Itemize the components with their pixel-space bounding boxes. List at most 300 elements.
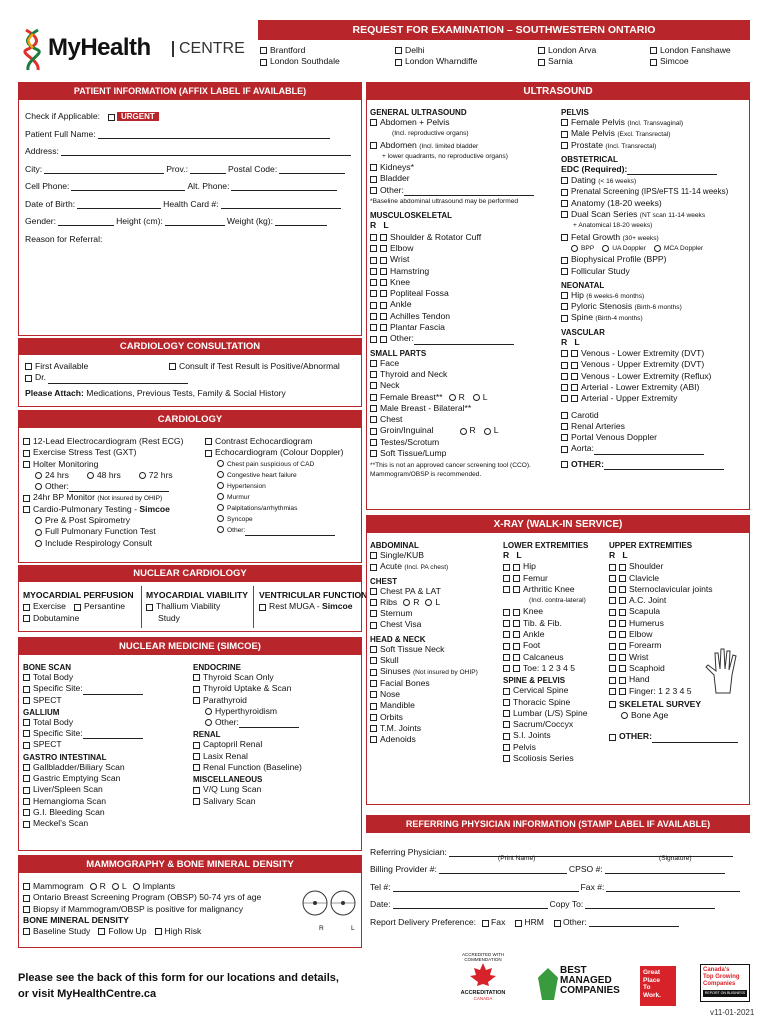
location-checkbox[interactable] — [395, 47, 402, 54]
lower-ext-item: Knee — [503, 606, 588, 617]
msk-item: Knee — [370, 277, 562, 288]
obst-checkbox[interactable] — [561, 200, 568, 207]
r-checkbox[interactable] — [561, 373, 568, 380]
us-other-checkbox[interactable] — [370, 187, 377, 194]
bp-monitor-checkbox[interactable] — [23, 495, 30, 502]
gallium-total-checkbox[interactable] — [23, 719, 30, 726]
echo-checkbox[interactable] — [205, 450, 212, 457]
cpso-field[interactable] — [605, 865, 725, 874]
r-checkbox[interactable] — [370, 290, 377, 297]
vascular-item: Venous - Upper Extremity (DVT) — [561, 359, 749, 370]
renal-checkbox[interactable] — [193, 742, 200, 749]
l-checkbox[interactable] — [513, 575, 520, 582]
lower-ext-item: Arthritic Knee — [503, 584, 588, 595]
obst-checkbox[interactable] — [561, 234, 568, 241]
l-checkbox[interactable] — [513, 620, 520, 627]
pelvis-checkbox[interactable] — [561, 131, 568, 138]
vasc-checkbox[interactable] — [561, 446, 568, 453]
xr-checkbox[interactable] — [370, 657, 377, 664]
accreditation-logo: ACCREDITED WITH COMMENDATION ACCREDITATION CANADA — [460, 952, 506, 1001]
l-checkbox[interactable] — [619, 665, 626, 672]
gastro-checkbox[interactable] — [23, 775, 30, 782]
r-checkbox[interactable] — [609, 665, 616, 672]
patient-info-header: PATIENT INFORMATION (AFFIX LABEL IF AVAILABLE) — [18, 82, 362, 100]
bone-age-radio[interactable] — [621, 712, 628, 719]
vasc-checkbox[interactable] — [561, 412, 568, 419]
xr-checkbox[interactable] — [503, 744, 510, 751]
consult-positive-checkbox[interactable] — [169, 363, 176, 370]
city-field[interactable] — [44, 165, 164, 174]
obsp-checkbox[interactable] — [23, 895, 30, 902]
l-checkbox[interactable] — [619, 677, 626, 684]
l-checkbox[interactable] — [571, 384, 578, 391]
l-checkbox[interactable] — [619, 575, 626, 582]
vascular-list — [561, 348, 749, 404]
misc-checkbox[interactable] — [193, 787, 200, 794]
echo-reason-radio[interactable] — [217, 493, 224, 500]
fax-field[interactable] — [606, 883, 740, 892]
bmd-highrisk-checkbox[interactable] — [155, 928, 162, 935]
misc-checkbox[interactable] — [193, 798, 200, 805]
ribs-r-radio[interactable] — [403, 599, 410, 606]
us-abdomen-checkbox[interactable] — [370, 142, 377, 149]
l-checkbox[interactable] — [619, 688, 626, 695]
r-checkbox[interactable] — [561, 362, 568, 369]
holter-48-radio[interactable] — [87, 472, 94, 479]
holter-72-radio[interactable] — [139, 472, 146, 479]
best-managed-logo: BEST MANAGED COMPANIES — [538, 966, 620, 1006]
r-checkbox[interactable] — [503, 609, 510, 616]
r-checkbox[interactable] — [370, 245, 377, 252]
muga-checkbox[interactable] — [259, 604, 266, 611]
r-checkbox[interactable] — [370, 268, 377, 275]
bmd-followup-checkbox[interactable] — [98, 928, 105, 935]
obst-checkbox[interactable] — [561, 257, 568, 264]
ultrasound-header: ULTRASOUND — [366, 82, 750, 100]
obst-checkbox[interactable] — [561, 189, 568, 196]
vascular-item: Venous - Lower Extremity (DVT) — [561, 348, 749, 359]
echo-reason-radio[interactable] — [217, 460, 224, 467]
gallium-site-field[interactable] — [83, 730, 143, 739]
vascular-item: Venous - Lower Extremity (Reflux) — [561, 371, 749, 382]
mammo-header: MAMMOGRAPHY & BONE MINERAL DENSITY — [18, 855, 362, 873]
location-checkbox[interactable] — [538, 59, 545, 66]
gender-field[interactable] — [58, 217, 114, 226]
lower-ext-item: Ankle — [503, 629, 588, 640]
xr-checkbox[interactable] — [503, 733, 510, 740]
bone-spect-checkbox[interactable] — [23, 697, 30, 704]
us-bladder-checkbox[interactable] — [370, 176, 377, 183]
xr-checkbox[interactable] — [503, 710, 510, 717]
r-checkbox[interactable] — [609, 631, 616, 638]
location-checkbox[interactable] — [538, 47, 545, 54]
xr-checkbox[interactable] — [370, 703, 377, 710]
upper-ext-item: Humerus — [609, 618, 738, 629]
upper-ext-item: A.C. Joint — [609, 595, 738, 606]
thallium-checkbox[interactable] — [146, 604, 153, 611]
r-checkbox[interactable] — [561, 384, 568, 391]
l-checkbox[interactable] — [380, 245, 387, 252]
tel-field[interactable] — [393, 883, 579, 892]
gastro-checkbox[interactable] — [23, 821, 30, 828]
cardio-consult-box: First Available Consult if Test Result is Positive/Abnormal Dr. Please Attach: Medications, Previous Tests, Family & Social History — [18, 355, 362, 407]
r-checkbox[interactable] — [503, 654, 510, 661]
holter-other-radio[interactable] — [35, 483, 42, 490]
l-checkbox[interactable] — [619, 597, 626, 604]
l-checkbox[interactable] — [513, 564, 520, 571]
alt-phone-field[interactable] — [231, 182, 337, 191]
sp-checkbox[interactable] — [370, 428, 377, 435]
gxt-checkbox[interactable] — [23, 450, 30, 457]
xray-box: ABDOMINAL Single/KUB Acute (Incl. PA chest) CHEST Chest PA & LAT Ribs R L Sternum Chest Visa HEAD & NECK Soft Tissue Neck Skull Sinuses (Not insured by OHIP) Facial Bones Nose Mandible Orbits T.M. Joints Adenoids LOWER EXTREMITIES R L Hip Femur Arthritic Knee (Incl. contra-lateral) Knee Tib. & Fib. Ankle Foot Calcaneus Toe: 1 2 3 4 5 SPINE & PELVIS Cervical Spine Thoracic Spine Lumbar (L/S) Spine Sacrum/Coccyx S.I. Joints Pelvis Scoliosis Series UPPER EXTREMITIES R L Shoulder Clavicle Sternoclavicular joints A.C. Joint Scapula Humerus Elbow Forearm Wrist Scaphoid Hand Finger: 1 2 3 4 5 SKELETAL SURVEY Bone Age OTHER: — [366, 533, 750, 805]
sp-checkbox[interactable] — [370, 382, 377, 389]
xr-checkbox[interactable] — [370, 564, 377, 571]
upper-ext-item: Wrist — [609, 652, 738, 663]
bone-total-checkbox[interactable] — [23, 674, 30, 681]
ua-doppler-radio[interactable] — [602, 245, 609, 252]
gallium-spect-checkbox[interactable] — [23, 742, 30, 749]
groin-l-radio[interactable] — [484, 428, 491, 435]
vasc-checkbox[interactable] — [561, 423, 568, 430]
r-checkbox[interactable] — [503, 631, 510, 638]
r-checkbox[interactable] — [370, 234, 377, 241]
copy-to-field[interactable] — [585, 900, 715, 909]
l-checkbox[interactable] — [619, 586, 626, 593]
upper-ext-item: Finger: 1 2 3 4 5 — [609, 686, 738, 697]
us-other2-field[interactable] — [604, 461, 724, 470]
weight-field[interactable] — [275, 217, 327, 226]
echo-reason-radio[interactable] — [217, 504, 224, 511]
date-field[interactable] — [393, 900, 548, 909]
dr-checkbox[interactable] — [25, 375, 32, 382]
aorta-field[interactable] — [594, 446, 704, 455]
us-abdo-pelvis-checkbox[interactable] — [370, 119, 377, 126]
holter-24-radio[interactable] — [35, 472, 42, 479]
xr-checkbox[interactable] — [503, 721, 510, 728]
xr-checkbox[interactable] — [503, 755, 510, 762]
us-other2-checkbox[interactable] — [561, 461, 568, 468]
xr-checkbox[interactable] — [370, 736, 377, 743]
r-checkbox[interactable] — [370, 302, 377, 309]
msk-item: Wrist — [370, 254, 562, 265]
r-checkbox[interactable] — [503, 665, 510, 672]
pref-fax-checkbox[interactable] — [482, 920, 489, 927]
xr-checkbox[interactable] — [503, 688, 510, 695]
l-checkbox[interactable] — [571, 395, 578, 402]
referring-header: REFERRING PHYSICIAN INFORMATION (STAMP LABEL IF AVAILABLE) — [366, 815, 750, 833]
r-checkbox[interactable] — [503, 575, 510, 582]
bmd-baseline-checkbox[interactable] — [23, 928, 30, 935]
implants-radio[interactable] — [133, 883, 140, 890]
brand-name: MyHealth — [48, 34, 151, 61]
edc-field[interactable] — [627, 166, 717, 175]
dna-logo-icon — [22, 28, 44, 72]
msk-item: Plantar Fascia — [370, 322, 562, 333]
renal-checkbox[interactable] — [193, 753, 200, 760]
l-checkbox[interactable] — [619, 643, 626, 650]
groin-r-radio[interactable] — [460, 428, 467, 435]
prov-field[interactable] — [190, 165, 226, 174]
hyperthyroid-radio[interactable] — [205, 708, 212, 715]
xr-checkbox[interactable] — [370, 622, 377, 629]
xr-checkbox[interactable] — [370, 714, 377, 721]
obst-checkbox[interactable] — [561, 177, 568, 184]
l-checkbox[interactable] — [513, 586, 520, 593]
full-name-field[interactable] — [98, 130, 330, 139]
r-checkbox[interactable] — [503, 620, 510, 627]
sp-checkbox[interactable] — [370, 416, 377, 423]
r-checkbox[interactable] — [370, 324, 377, 331]
respirology-radio[interactable] — [35, 540, 42, 547]
msk-item: Other: — [370, 333, 562, 344]
mca-doppler-radio[interactable] — [654, 245, 661, 252]
l-checkbox[interactable] — [619, 564, 626, 571]
echo-reason-radio[interactable] — [217, 515, 224, 522]
r-checkbox[interactable] — [370, 279, 377, 286]
pref-other-field[interactable] — [589, 918, 679, 927]
xr-checkbox[interactable] — [370, 610, 377, 617]
breast-l-radio[interactable] — [473, 394, 480, 401]
r-checkbox[interactable] — [561, 350, 568, 357]
r-checkbox[interactable] — [561, 395, 568, 402]
sp-checkbox[interactable] — [370, 450, 377, 457]
xr-checkbox[interactable] — [370, 552, 377, 559]
neo-checkbox[interactable] — [561, 315, 568, 322]
endo-checkbox[interactable] — [193, 674, 200, 681]
l-checkbox[interactable] — [513, 665, 520, 672]
pft-radio[interactable] — [35, 529, 42, 536]
vasc-checkbox[interactable] — [561, 434, 568, 441]
billing-field[interactable] — [439, 865, 567, 874]
l-checkbox[interactable] — [380, 302, 387, 309]
xr-checkbox[interactable] — [370, 669, 377, 676]
l-checkbox[interactable] — [380, 234, 387, 241]
skeletal-checkbox[interactable] — [609, 701, 616, 708]
r-checkbox[interactable] — [370, 336, 377, 343]
holter-checkbox[interactable] — [23, 461, 30, 468]
lower-ext-item: Tib. & Fib. — [503, 618, 588, 629]
address-field[interactable] — [61, 147, 351, 156]
l-checkbox[interactable] — [619, 620, 626, 627]
r-checkbox[interactable] — [370, 257, 377, 264]
xr-checkbox[interactable] — [370, 646, 377, 653]
msk-item: Shoulder & Rotator Cuff — [370, 232, 562, 243]
dob-field[interactable] — [77, 200, 161, 209]
r-checkbox[interactable] — [609, 586, 616, 593]
echo-reason-radio[interactable] — [217, 526, 224, 533]
pelvis-checkbox[interactable] — [561, 142, 568, 149]
urgent-checkbox[interactable] — [108, 114, 115, 121]
ecg-checkbox[interactable] — [23, 438, 30, 445]
gastro-checkbox[interactable] — [23, 809, 30, 816]
form-title: REQUEST FOR EXAMINATION – SOUTHWESTERN ONTARIO — [258, 20, 750, 40]
ultrasound-box: GENERAL ULTRASOUND Abdomen + Pelvis (Incl. reproductive organs) Abdomen (Incl. limited bladder + lower quadrants, no reproductive organs) Kidneys* Bladder Other: *Baseline abdominal ultrasound may be performed MUSCULOSKELETAL R L Shoulder & Rotator Cuff Elbow Wrist Hamstring Knee Popliteal Fossa Ankle Achilles Tendon Plantar Fascia Other: SMALL PARTS Face Thyroid and Neck Neck Female Breast** R L Male Breast - Bilateral** Chest Groin/Inguinal R L Testes/Scrotum Soft Tissue/Lump **This is not an approved cancer screening tool (CCO). Mammogram/OBSP is recommended. PELVIS Female Pelvis (Incl. Transvaginal) Male Pelvis (Excl. Transrectal) Prostate (Incl. Transrectal) OBSTETRICAL EDC (Required): Dating (< 16 weeks) Prenatal Screening (IPS/eFTS 11-14 weeks) Anatomy (18-20 weeks) Dual Scan Series (NT scan 11-14 weeks + Anatomical 18-20 weeks) Fetal Growth (30+ weeks) BPP UA Doppler MCA Doppler Biophysical Profile (BPP) Follicular Study NEONATAL Hip (6 weeks-6 months) Pyloric Stenosis (Birth-6 months) Spine (Birth-4 months) VASCULAR R L Venous - Lower Extremity (DVT) Venous - Upper Extremity (DVT) Venous - Lower Extremity (Reflux) Arterial - Lower Extremity (ABI) Arterial - Upper Extremity Carotid Renal Arteries Portal Venous Doppler Aorta: OTHER: — [366, 100, 750, 510]
endo-checkbox[interactable] — [193, 697, 200, 704]
r-checkbox[interactable] — [609, 575, 616, 582]
msk-item: Elbow — [370, 243, 562, 254]
bpp-radio[interactable] — [571, 245, 578, 252]
nuclear-med-box: BONE SCAN Total Body Specific Site: SPECT GALLIUM Total Body Specific Site: SPECT GASTRO INTESTINAL Gallbladder/Biliary Scan Gastric Emptying Scan Liver/Spleen Scan Hemangioma Scan G.I. Bleeding Scan Meckel's Scan ENDOCRINE Thyroid Scan Only Thyroid Uptake & Scan Parathyroid Hyperthyroidism Other: RENAL Captopril Renal Lasix Renal Renal Function (Baseline) MISCELLANEOUS V/Q Lung Scan Salivary Scan — [18, 655, 362, 851]
sp-checkbox[interactable] — [370, 371, 377, 378]
persantine-checkbox[interactable] — [74, 604, 81, 611]
l-checkbox[interactable] — [619, 654, 626, 661]
l-checkbox[interactable] — [571, 373, 578, 380]
r-checkbox[interactable] — [609, 564, 616, 571]
cardiology-header: CARDIOLOGY — [18, 410, 362, 428]
gallium-site-checkbox[interactable] — [23, 730, 30, 737]
r-checkbox[interactable] — [609, 620, 616, 627]
pref-hrm-checkbox[interactable] — [515, 920, 522, 927]
exercise-checkbox[interactable] — [23, 604, 30, 611]
xr-checkbox[interactable] — [370, 599, 377, 606]
l-checkbox[interactable] — [619, 631, 626, 638]
xr-checkbox[interactable] — [503, 699, 510, 706]
r-checkbox[interactable] — [609, 609, 616, 616]
mammo-l-radio[interactable] — [112, 883, 119, 890]
xr-checkbox[interactable] — [370, 588, 377, 595]
sp-checkbox[interactable] — [370, 360, 377, 367]
breast-diagram-icon — [299, 887, 359, 923]
hand-diagram-icon — [702, 645, 744, 695]
r-checkbox[interactable] — [503, 586, 510, 593]
breast-r-radio[interactable] — [449, 394, 456, 401]
version: v11-01-2021 — [710, 1008, 755, 1017]
lower-ext-item: Toe: 1 2 3 4 5 — [503, 663, 588, 674]
endo-other-radio[interactable] — [205, 719, 212, 726]
mammogram-checkbox[interactable] — [23, 883, 30, 890]
l-checkbox[interactable] — [619, 609, 626, 616]
us-kidneys-checkbox[interactable] — [370, 164, 377, 171]
location-checkbox[interactable] — [395, 59, 402, 66]
sp-checkbox[interactable] — [370, 439, 377, 446]
l-checkbox[interactable] — [380, 290, 387, 297]
location-checkbox[interactable] — [260, 47, 267, 54]
r-checkbox[interactable] — [609, 654, 616, 661]
cardio-consult-header: CARDIOLOGY CONSULTATION — [18, 338, 362, 355]
neo-checkbox[interactable] — [561, 303, 568, 310]
echo-reason-radio[interactable] — [217, 471, 224, 478]
vascular-item: Arterial - Lower Extremity (ABI) — [561, 382, 749, 393]
mammo-r-radio[interactable] — [90, 883, 97, 890]
l-checkbox[interactable] — [513, 631, 520, 638]
l-checkbox[interactable] — [380, 279, 387, 286]
contrast-echo-checkbox[interactable] — [205, 438, 212, 445]
bone-site-checkbox[interactable] — [23, 686, 30, 693]
upper-ext-item: Hand — [609, 674, 738, 685]
top-growing-logo: Canada's Top Growing Companies REPORT ON BUSINESS — [700, 964, 750, 1002]
l-checkbox[interactable] — [571, 350, 578, 357]
cpt-checkbox[interactable] — [23, 506, 30, 513]
msk-item: Hamstring — [370, 266, 562, 277]
obst-checkbox[interactable] — [561, 268, 568, 275]
bone-site-field[interactable] — [83, 686, 143, 695]
holter-other-field[interactable] — [69, 483, 169, 492]
echo-reason-radio[interactable] — [217, 482, 224, 489]
cell-field[interactable] — [71, 182, 185, 191]
us-other-field[interactable] — [404, 187, 534, 196]
height-field[interactable] — [165, 217, 225, 226]
r-checkbox[interactable] — [609, 677, 616, 684]
endo-checkbox[interactable] — [193, 686, 200, 693]
xr-checkbox[interactable] — [370, 691, 377, 698]
health-card-field[interactable] — [221, 200, 341, 209]
l-checkbox[interactable] — [513, 654, 520, 661]
xr-checkbox[interactable] — [370, 725, 377, 732]
biopsy-checkbox[interactable] — [23, 906, 30, 913]
xr-other-field[interactable] — [652, 734, 738, 743]
lower-ext-item: Hip — [503, 561, 588, 572]
upper-ext-item: Elbow — [609, 629, 738, 640]
msk-item: Popliteal Fossa — [370, 288, 562, 299]
pelvis-checkbox[interactable] — [561, 119, 568, 126]
lower-ext-item: Foot — [503, 640, 588, 651]
sp-checkbox[interactable] — [370, 405, 377, 412]
lower-ext-list: Hip Femur Arthritic Knee (Incl. contra-lateral) Knee Tib. & Fib. Ankle Foot Calcaneus Toe: 1 2 3 4 5 — [503, 561, 588, 674]
location-list: Brantford London Southdale Delhi London Wharndiffe London Arva Sarnia London Fanshawe Simcoe — [258, 45, 750, 75]
pref-other-checkbox[interactable] — [554, 920, 561, 927]
upper-ext-item: Sternoclavicular joints — [609, 584, 738, 595]
dobutamine-checkbox[interactable] — [23, 615, 30, 622]
location-checkbox[interactable] — [650, 59, 657, 66]
xr-checkbox[interactable] — [370, 680, 377, 687]
mammo-box: Mammogram R L Implants Ontario Breast Screening Program (OBSP) 50-74 yrs of age Biopsy if Mammogram/OBSP is positive for malignancy BONE MINERAL DENSITY Baseline Study Follow Up High Risk R L — [18, 873, 362, 948]
location-checkbox[interactable] — [650, 47, 657, 54]
l-checkbox[interactable] — [571, 362, 578, 369]
r-checkbox[interactable] — [609, 643, 616, 650]
nuclear-med-header: NUCLEAR MEDICINE (SIMCOE) — [18, 637, 362, 655]
gastro-checkbox[interactable] — [23, 764, 30, 771]
r-checkbox[interactable] — [609, 597, 616, 604]
upper-ext-item: Shoulder — [609, 561, 738, 572]
neo-checkbox[interactable] — [561, 292, 568, 299]
r-checkbox[interactable] — [503, 564, 510, 571]
l-checkbox[interactable] — [380, 257, 387, 264]
msk-item: Achilles Tendon — [370, 311, 562, 322]
r-checkbox[interactable] — [503, 643, 510, 650]
endo-other-field[interactable] — [239, 719, 299, 728]
urgent-badge: URGENT — [117, 112, 159, 121]
msk-list — [370, 232, 562, 345]
obst-checkbox[interactable] — [561, 211, 568, 218]
l-checkbox[interactable] — [380, 268, 387, 275]
great-place-logo: Great Place To Work. — [640, 966, 676, 1006]
other-field[interactable] — [414, 336, 514, 345]
sp-checkbox[interactable] — [370, 394, 377, 401]
first-available-checkbox[interactable] — [25, 363, 32, 370]
echo-other-field[interactable] — [245, 529, 335, 536]
upper-ext-item: Clavicle — [609, 573, 738, 584]
nuclear-cardio-box: MYOCARDIAL PERFUSION Exercise Persantine Dobutamine MYOCARDIAL VIABILITY Thallium Viability Study VENTRICULAR FUNCTION Rest MUGA - Simcoe — [18, 582, 362, 632]
renal-checkbox[interactable] — [193, 764, 200, 771]
ribs-l-radio[interactable] — [425, 599, 432, 606]
l-checkbox[interactable] — [380, 324, 387, 331]
l-checkbox[interactable] — [380, 336, 387, 343]
lower-ext-item: Femur — [503, 573, 588, 584]
msk-item: Ankle — [370, 299, 562, 310]
l-checkbox[interactable] — [380, 313, 387, 320]
r-checkbox[interactable] — [609, 688, 616, 695]
gastro-checkbox[interactable] — [23, 798, 30, 805]
l-checkbox[interactable] — [513, 643, 520, 650]
r-checkbox[interactable] — [370, 313, 377, 320]
gastro-checkbox[interactable] — [23, 787, 30, 794]
l-checkbox[interactable] — [513, 609, 520, 616]
postal-field[interactable] — [279, 165, 345, 174]
xr-other-checkbox[interactable] — [609, 734, 616, 741]
spirometry-radio[interactable] — [35, 517, 42, 524]
location-checkbox[interactable] — [260, 59, 267, 66]
dr-field[interactable] — [48, 375, 188, 384]
